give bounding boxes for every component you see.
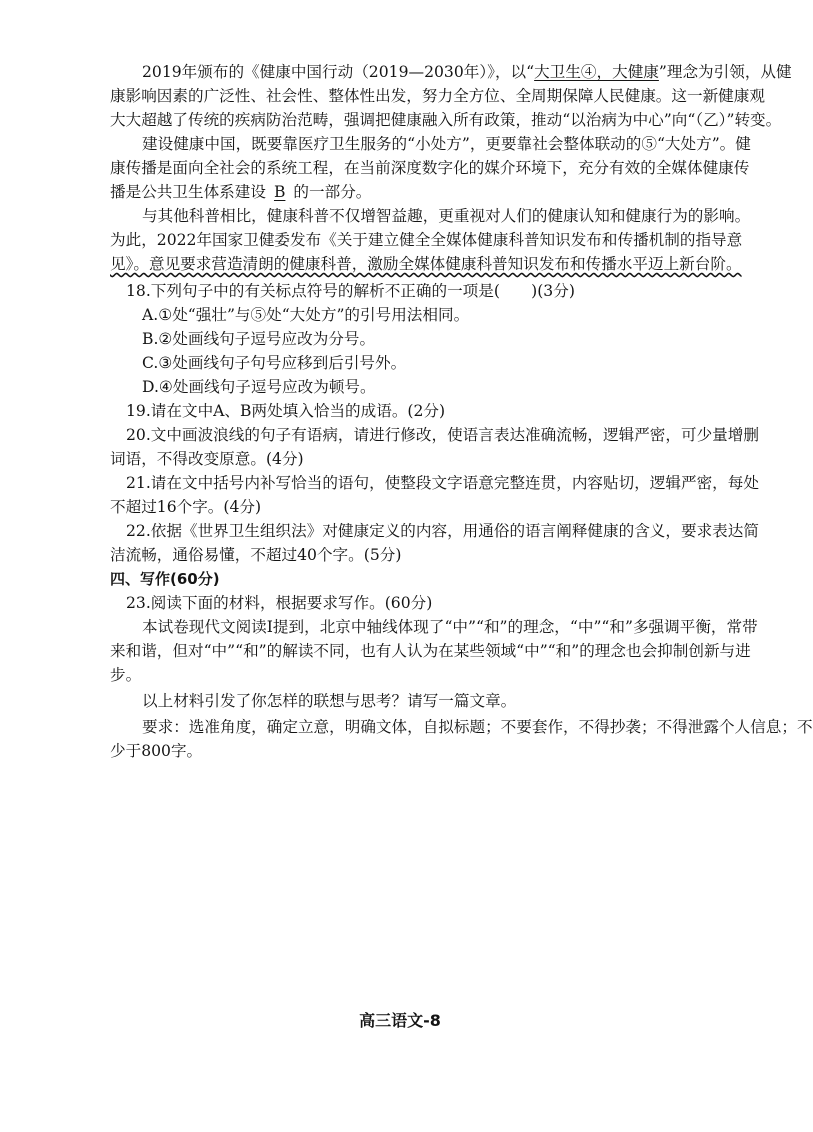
passage-p2-line1: 建设健康中国，既要靠医疗卫生服务的“小处方”，更要靠社会整体联动的⑤“大处方”。健 xyxy=(142,135,751,153)
passage-p3-line1: 与其他科普相比，健康科普不仅增智益趣，更重视对人们的健康认知和健康行为的影响。 xyxy=(142,207,751,225)
question-18-option-b: B.②处画线句子逗号应改为分号。 xyxy=(142,330,376,348)
requirements-line2: 少于800字。 xyxy=(110,742,203,760)
material-line3: 步。 xyxy=(110,666,142,684)
question-20-line2: 词语，不得改变原意。(4分) xyxy=(110,450,304,468)
material-line1: 本试卷现代文阅读Ⅰ提到，北京中轴线体现了“中”“和”的理念，“中”“和”多强调平衡，常带 xyxy=(142,618,758,636)
passage-p2-line3 xyxy=(110,180,710,204)
question-18: 18.下列句子中的有关标点符号的解析不正确的一项是( )(3分) xyxy=(126,282,575,300)
question-18-option-a: A.①处“强壮”与⑤处“大处方”的引号用法相同。 xyxy=(142,306,470,324)
text: 播是公共卫生体系建设 xyxy=(110,183,266,201)
writing-prompt: 以上材料引发了你怎样的联想与思考？请写一篇文章。 xyxy=(142,692,517,710)
passage-p3-line2: 为此，2022年国家卫健委发布《关于建立健全全媒体健康科普知识发布和传播机制的指导意 xyxy=(110,231,743,249)
question-20-line1: 20.文中画波浪线的句子有语病，请进行修改，使语言表达准确流畅，逻辑严密，可少量增删 xyxy=(126,426,759,444)
page-footer: 高三语文-8 xyxy=(359,1011,441,1030)
passage-p1-line1 xyxy=(142,60,792,84)
question-22-line2: 洁流畅，通俗易懂，不超过40个字。(5分) xyxy=(110,546,402,564)
question-19: 19.请在文中A、B两处填入恰当的成语。(2分) xyxy=(126,402,446,420)
section-writing-title: 四、写作(60分) xyxy=(110,570,220,588)
text: ”理念为引领，从健 xyxy=(658,63,792,81)
passage-p3-line3-wavy: 见》。意见要求营造清朗的健康科普，激励全媒体健康科普知识发布和传播水平迈上新台阶。 xyxy=(110,255,742,273)
question-21-line2: 不超过16个字。(4分) xyxy=(110,498,262,516)
material-line2: 来和谐，但对“中”“和”的解读不同，也有人认为在某些领域“中”“和”的理念也会抑制创新与进 xyxy=(110,642,751,660)
question-21-line1: 21.请在文中括号内补写恰当的语句，使整段文字语意完整连贯，内容贴切，逻辑严密，每处 xyxy=(126,474,759,492)
blank-b: B xyxy=(273,183,286,201)
passage-p1-line2: 康影响因素的广泛性、社会性、整体性出发，努力全方位、全周期保障人民健康。这一新健康观 xyxy=(110,87,765,105)
text: 2019年颁布的《健康中国行动（2019—2030年）》，以“ xyxy=(142,63,535,81)
question-18-option-d: D.④处画线句子逗号应改为顿号。 xyxy=(142,378,376,396)
passage-p2-line2: 康传播是面向全社会的系统工程，在当前深度数字化的媒介环境下，充分有效的全媒体健康传 xyxy=(110,159,750,177)
question-22-line1: 22.依据《世界卫生组织法》对健康定义的内容，用通俗的语言阐释健康的含义，要求表达简 xyxy=(126,522,759,540)
underlined-phrase: 大卫生④，大健康 xyxy=(534,63,659,81)
question-18-option-c: C.③处画线句子句号应移到后引号外。 xyxy=(142,354,407,372)
passage-p1-line3: 大大超越了传统的疾病防治范畴，强调把健康融入所有政策，推动“以治病为中心”向“（乙）”转变。 xyxy=(110,111,782,129)
text: 的一部分。 xyxy=(293,183,372,201)
question-23: 23.阅读下面的材料，根据要求写作。(60分) xyxy=(126,594,433,612)
requirements-line1: 要求：选准角度，确定立意，明确文体，自拟标题；不要套作，不得抄袭；不得泄露个人信息；不 xyxy=(142,718,813,736)
